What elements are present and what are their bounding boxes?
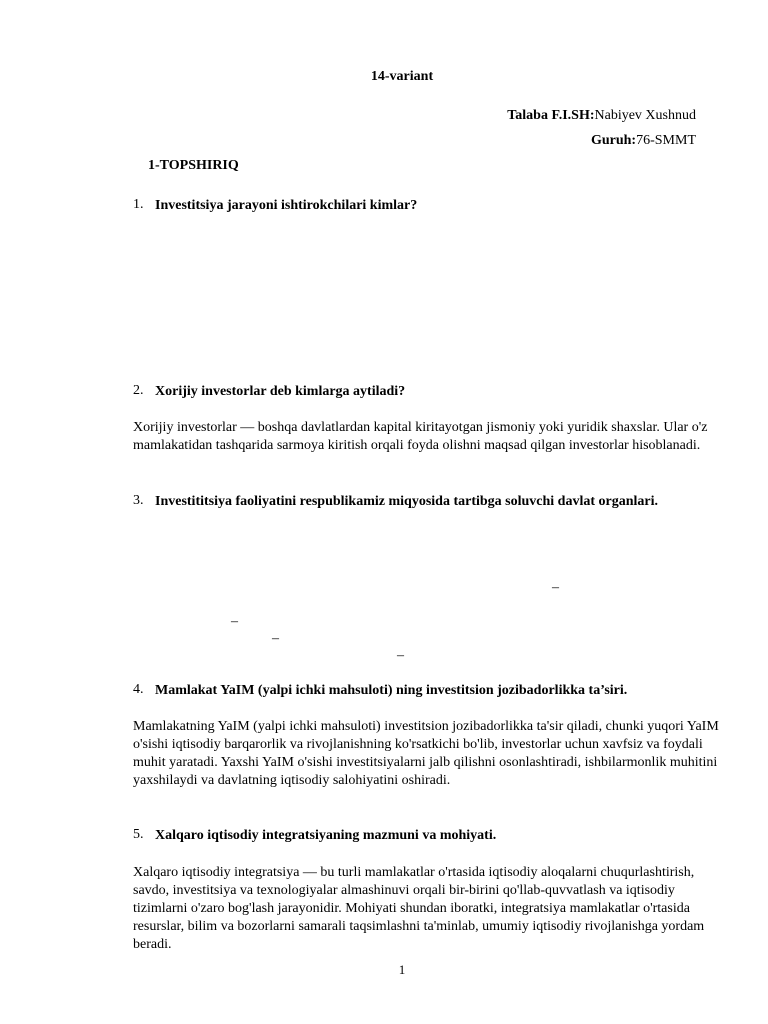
section-title: 1-TOPSHIRIQ [148,158,239,173]
student-label: Talaba F.I.SH: [507,108,595,123]
question-number: 5. [133,827,144,842]
question-number: 3. [133,493,144,508]
group-label: Guruh: [590,133,637,148]
question-number: 4. [133,682,144,697]
answer-text: Xalqaro iqtisodiy integratsiya — bu turli mamlakatlar o'rtasida iqtisodiy aloqalarni chuqurlashtirish, savdo, investitsiya va texnologiyalar almashinuvi orqali bir-birini qo'llab-quvvatlash va iqtisodiy tizimlarni o'zaro bog'lash jarayonidir. Mohiyati shundan iboratki, integratsiya mamlakatlar o'rtasida resurslar, bilim va bozorlarni samarali taqsimlashni ta'minlab, umumiy iqtisodiy rivojlanishga yordam beradi. [133,865,705,952]
dash-mark: – [231,614,238,629]
dash-mark: – [397,648,404,663]
student-name: Nabiyev Xushnud [594,108,696,123]
group-line [591,133,696,149]
group-value: 76-SMMT [636,133,696,148]
page-number: 1 [398,962,406,977]
dash-mark: – [552,580,559,595]
question-text: Investitsiya jarayoni ishtirokchilari kimlar? [155,198,418,213]
dash-mark: – [272,631,279,646]
variant-title: 14-variant [370,69,434,84]
question-number: 2. [133,383,144,398]
question-text: Xorijiy investorlar deb kimlarga aytiladi? [155,384,406,399]
answer-text: Mamlakatning YaIM (yalpi ichki mahsuloti) investitsion jozibadorlikka ta'sir qiladi, chunki yuqori YaIM o'sishi iqtisodiy barqarorlik va rivojlanishning ko'rsatkichi bo'lib, investorlar uchun xavfsiz va foydali muhit yaratadi. Yaxshi YaIM o'sishi investitsiyalarni jalb qilishni osonlashtiradi, ishbilarmonlik muhitini yaxshilaydi va davlatning iqtisodiy salohiyatini oshiradi. [133,719,719,788]
answer-text: Xorijiy investorlar — boshqa davlatlardan kapital kiritayotgan jismoniy yoki yuridik shaxslar. Ular o'z mamlakatidan tashqarida sarmoya kiritish orqali foyda olishni maqsad qilgan investorlar hisoblanadi. [133,420,708,453]
question-text: Mamlakat YaIM (yalpi ichki mahsuloti) ning investitsion jozibadorlikka ta’siri. [155,683,628,698]
question-number: 1. [133,197,144,212]
question-text: Xalqaro iqtisodiy integratsiyaning mazmuni va mohiyati. [155,828,497,843]
question-text: Investititsiya faoliyatini respublikamiz miqyosida tartibga soluvchi davlat organlari. [155,494,659,509]
student-line [507,108,696,124]
